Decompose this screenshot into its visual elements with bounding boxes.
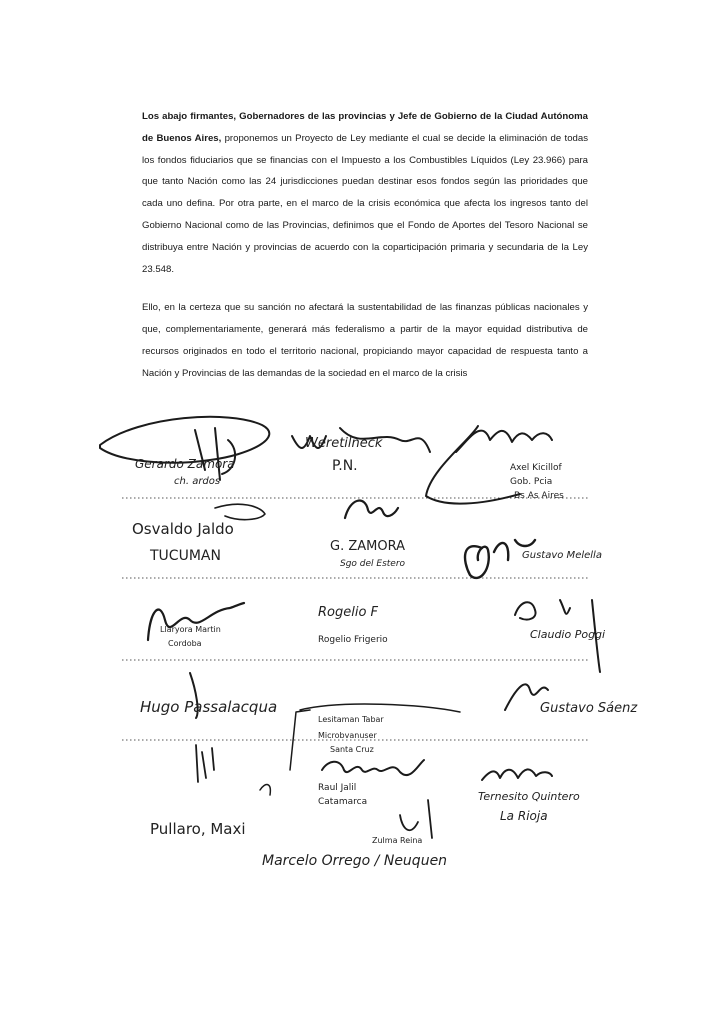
signature-text: G. ZAMORA bbox=[330, 539, 405, 554]
signature-text: TUCUMAN bbox=[150, 548, 221, 564]
signature-text: Bs As Aires bbox=[514, 491, 564, 501]
signature-poggi bbox=[515, 600, 605, 672]
signature-text: Cordoba bbox=[168, 639, 202, 648]
signature-text: Axel Kicillof bbox=[510, 463, 562, 473]
signature-melella bbox=[465, 540, 602, 578]
signature-text: Hugo Passalacqua bbox=[140, 698, 278, 716]
signature-text: Weretilneck bbox=[305, 436, 383, 451]
signature-reina bbox=[372, 800, 432, 845]
signature-text: Llaryora Martin bbox=[160, 625, 221, 634]
signature-text: Claudio Poggi bbox=[530, 628, 606, 641]
signature-text: Catamarca bbox=[318, 797, 368, 807]
signature-text: Microbvanuser bbox=[318, 731, 377, 740]
signature-jalil bbox=[318, 760, 424, 807]
signature-text: Zulma Reina bbox=[372, 836, 423, 845]
signatories-heading: Los abajo firmantes, Gobernadores de las provincias y Jefe de Gobierno de la Ciudad Autónoma de Buenos Aires, bbox=[142, 111, 588, 144]
signature-misc-left bbox=[196, 745, 270, 795]
signature-pullaro bbox=[150, 820, 246, 838]
signature-text: Rogelio Frigerio bbox=[318, 635, 388, 645]
signature-text: Ternesito Quintero bbox=[478, 790, 580, 803]
signature-saenz bbox=[505, 684, 638, 716]
signature-weretilneck bbox=[292, 428, 430, 474]
signature-text: La Rioja bbox=[500, 809, 548, 823]
signature-text: Sgo del Estero bbox=[340, 559, 406, 569]
signature-santa-cruz bbox=[290, 704, 460, 770]
signature-llaryora bbox=[148, 603, 244, 648]
signature-text: Gerardo Zamora bbox=[135, 457, 235, 471]
signature-text: ch. ardos bbox=[174, 476, 221, 487]
signature-zamora-top bbox=[100, 417, 269, 487]
proposal-text: proponemos un Proyecto de Ley mediante el cual se decide la eliminación de todas los fondos fiduciarios que se financias con el Impuesto a los Combustibles Líquidos (Ley 23.966) para que tanto Nación como las 24 jurisdicciones puedan destinar esos fondos según las prioridades que cada uno defina. Por otra parte, en el marco de la crisis económica que afecta los ingresos tanto del Gobierno Nacional como de las Provincias, definimos que el Fondo de Aportes del Tesoro Nacional se distribuya entre Nación y provincias de acuerdo con la coparticipación primaria y secundaria de la Ley 23.548. bbox=[142, 132, 588, 275]
signature-kicillof bbox=[426, 426, 564, 504]
signature-passalacqua bbox=[140, 673, 277, 718]
signature-g-zamora bbox=[330, 501, 406, 569]
signature-text: Lesitaman Tabar bbox=[318, 715, 384, 724]
signature-orrego-neuquen bbox=[262, 853, 447, 869]
signature-text: Raul Jalil bbox=[318, 783, 357, 793]
signature-text: Rogelio F bbox=[318, 605, 379, 620]
signature-quintero bbox=[478, 769, 580, 823]
signature-text: Gob. Pcia bbox=[510, 477, 553, 487]
paragraph-rationale: Ello, en la certeza que su sanción no afectará la sustentabilidad de las finanzas públicas nacionales y que, complementariamente, generará más federalismo a partir de la mayor equidad distributiva de recursos originados en todo el territorio nacional, propiciando mayor capacidad de respuesta tanto a Nación y Provincias de las demandas de la sociedad en el marco de la crisis bbox=[142, 302, 588, 379]
signature-text: Gustavo Melella bbox=[522, 550, 602, 561]
signature-frigerio bbox=[318, 605, 388, 645]
signature-text: Osvaldo Jaldo bbox=[132, 520, 234, 538]
signature-jaldo bbox=[132, 504, 265, 564]
signature-text: Santa Cruz bbox=[330, 745, 374, 754]
signature-text: Pullaro, Maxi bbox=[150, 820, 246, 838]
signature-text: Marcelo Orrego / Neuquen bbox=[262, 853, 448, 869]
signature-text: Gustavo Sáenz bbox=[540, 701, 638, 716]
signature-text: P.N. bbox=[332, 458, 358, 474]
